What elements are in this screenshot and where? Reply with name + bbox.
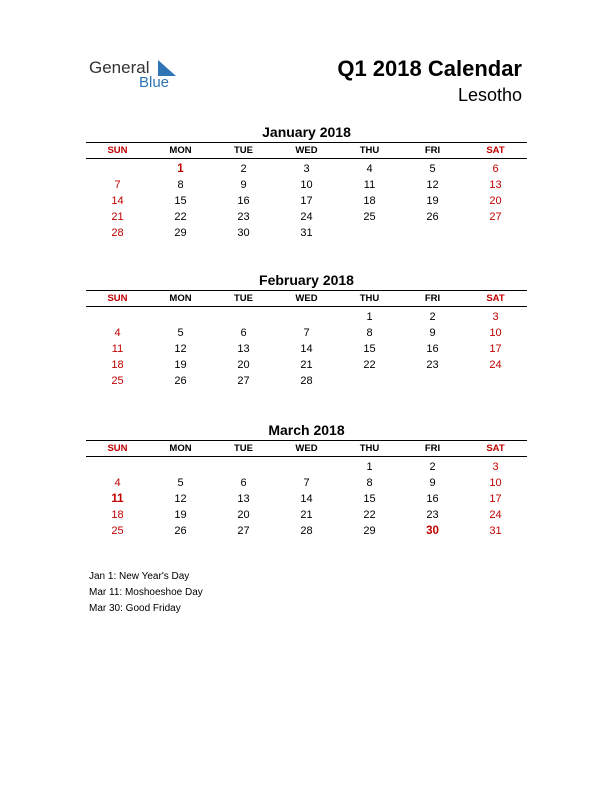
empty-day-cell xyxy=(149,309,212,325)
empty-day-cell xyxy=(338,373,401,389)
weekday-header: WED xyxy=(295,293,318,304)
empty-day-cell xyxy=(86,309,149,325)
week-row xyxy=(86,523,527,539)
week-row xyxy=(86,193,527,209)
day-cell: 8 xyxy=(177,179,184,191)
day-cell: 28 xyxy=(300,375,313,387)
day-cell: 23 xyxy=(426,359,439,371)
day-cell: 2 xyxy=(429,461,436,473)
day-cell: 13 xyxy=(237,493,250,505)
day-cell: 15 xyxy=(363,493,376,505)
day-cell: 30 xyxy=(426,525,439,537)
empty-day-cell xyxy=(401,225,464,241)
day-cell: 15 xyxy=(363,343,376,355)
week-row xyxy=(86,225,527,241)
day-cell: 19 xyxy=(174,509,187,521)
day-cell: 21 xyxy=(300,509,313,521)
day-cell: 27 xyxy=(489,211,502,223)
weekday-header: THU xyxy=(359,145,380,156)
day-cell: 10 xyxy=(489,477,502,489)
day-cell: 9 xyxy=(429,327,436,339)
day-cell: 11 xyxy=(111,493,124,505)
weekday-header-row xyxy=(86,143,527,159)
page-title: Q1 2018 Calendar xyxy=(337,56,522,81)
weekday-header: FRI xyxy=(424,443,441,454)
day-cell: 8 xyxy=(366,477,373,489)
day-cell: 5 xyxy=(429,163,436,175)
holiday-note: Mar 30: Good Friday xyxy=(89,603,181,614)
month-calendar xyxy=(86,270,527,389)
day-cell: 18 xyxy=(363,195,376,207)
day-cell: 16 xyxy=(426,493,439,505)
weekday-header: WED xyxy=(295,443,318,454)
day-cell: 31 xyxy=(489,525,502,537)
day-cell: 7 xyxy=(303,477,310,489)
week-row xyxy=(86,475,527,491)
day-cell: 14 xyxy=(300,343,313,355)
day-cell: 22 xyxy=(174,211,187,223)
day-cell: 6 xyxy=(240,477,247,489)
holiday-note: Mar 11: Moshoeshoe Day xyxy=(89,587,203,598)
day-cell: 17 xyxy=(489,343,502,355)
weekday-header: THU xyxy=(359,293,380,304)
week-row xyxy=(86,161,527,177)
day-cell: 27 xyxy=(237,375,250,387)
week-row xyxy=(86,357,527,373)
day-cell: 26 xyxy=(426,211,439,223)
day-cell: 20 xyxy=(237,359,250,371)
weekday-header: WED xyxy=(295,145,318,156)
day-cell: 17 xyxy=(489,493,502,505)
day-cell: 3 xyxy=(303,163,310,175)
weekday-header: FRI xyxy=(424,293,441,304)
weekday-header: TUE xyxy=(234,443,253,454)
empty-day-cell xyxy=(401,373,464,389)
day-cell: 24 xyxy=(300,211,313,223)
weekday-header: SUN xyxy=(107,293,128,304)
day-cell: 23 xyxy=(237,211,250,223)
week-row xyxy=(86,325,527,341)
day-cell: 25 xyxy=(363,211,376,223)
day-cell: 7 xyxy=(114,179,121,191)
weekday-header: SAT xyxy=(486,443,505,454)
weekday-header: SAT xyxy=(486,145,505,156)
day-cell: 6 xyxy=(240,327,247,339)
day-cell: 24 xyxy=(489,359,502,371)
weekday-header: MON xyxy=(169,293,192,304)
weekday-header: TUE xyxy=(234,293,253,304)
day-cell: 15 xyxy=(174,195,187,207)
day-cell: 16 xyxy=(426,343,439,355)
day-cell: 12 xyxy=(174,493,187,505)
week-row xyxy=(86,459,527,475)
month-calendar xyxy=(86,122,527,241)
brand-general-text: General xyxy=(89,58,150,77)
day-cell: 9 xyxy=(429,477,436,489)
week-row xyxy=(86,507,527,523)
day-cell: 6 xyxy=(492,163,499,175)
brand-blue-text: Blue xyxy=(139,74,170,91)
day-cell: 27 xyxy=(237,525,250,537)
empty-day-cell xyxy=(212,459,275,475)
empty-day-cell xyxy=(149,459,212,475)
day-cell: 29 xyxy=(363,525,376,537)
day-cell: 7 xyxy=(303,327,310,339)
empty-day-cell xyxy=(212,309,275,325)
day-cell: 24 xyxy=(489,509,502,521)
holiday-note: Jan 1: New Year's Day xyxy=(89,571,190,582)
empty-day-cell xyxy=(275,459,338,475)
day-cell: 28 xyxy=(111,227,124,239)
day-cell: 3 xyxy=(492,311,499,323)
brand-logo xyxy=(89,58,199,94)
day-cell: 30 xyxy=(237,227,250,239)
weekday-header: SUN xyxy=(107,145,128,156)
month-calendar xyxy=(86,420,527,539)
day-cell: 21 xyxy=(111,211,124,223)
day-cell: 14 xyxy=(111,195,124,207)
week-row xyxy=(86,309,527,325)
weekday-header-row xyxy=(86,291,527,307)
empty-day-cell xyxy=(338,225,401,241)
day-cell: 29 xyxy=(174,227,187,239)
day-cell: 16 xyxy=(237,195,250,207)
day-cell: 25 xyxy=(111,525,124,537)
day-cell: 13 xyxy=(237,343,250,355)
day-cell: 13 xyxy=(489,179,502,191)
day-cell: 20 xyxy=(237,509,250,521)
day-cell: 12 xyxy=(426,179,439,191)
day-cell: 28 xyxy=(300,525,313,537)
week-row xyxy=(86,341,527,357)
empty-day-cell xyxy=(275,309,338,325)
day-cell: 4 xyxy=(114,327,121,339)
day-cell: 11 xyxy=(363,179,376,191)
day-cell: 19 xyxy=(426,195,439,207)
day-cell: 4 xyxy=(366,163,373,175)
day-cell: 19 xyxy=(174,359,187,371)
week-row xyxy=(86,209,527,225)
day-cell: 1 xyxy=(366,461,373,473)
month-grid xyxy=(86,142,527,241)
month-grid xyxy=(86,290,527,389)
empty-day-cell xyxy=(86,161,149,177)
month-grid xyxy=(86,440,527,539)
day-cell: 2 xyxy=(240,163,247,175)
day-cell: 17 xyxy=(300,195,313,207)
day-cell: 10 xyxy=(300,179,313,191)
empty-day-cell xyxy=(86,459,149,475)
day-cell: 1 xyxy=(366,311,373,323)
weekday-header: FRI xyxy=(424,145,441,156)
empty-day-cell xyxy=(464,225,527,241)
day-cell: 5 xyxy=(177,477,184,489)
day-cell: 14 xyxy=(300,493,313,505)
day-cell: 25 xyxy=(111,375,124,387)
day-cell: 31 xyxy=(300,227,313,239)
weekday-header: SUN xyxy=(107,443,128,454)
weekday-header: MON xyxy=(169,443,192,454)
day-cell: 1 xyxy=(177,163,184,175)
month-title: January 2018 xyxy=(262,124,351,140)
weekday-header-row xyxy=(86,441,527,457)
day-cell: 9 xyxy=(240,179,247,191)
day-cell: 12 xyxy=(174,343,187,355)
weekday-header: MON xyxy=(169,145,192,156)
day-cell: 2 xyxy=(429,311,436,323)
holiday-notes xyxy=(89,569,203,617)
day-cell: 26 xyxy=(174,525,187,537)
weekday-header: SAT xyxy=(486,293,505,304)
week-row xyxy=(86,373,527,389)
day-cell: 8 xyxy=(366,327,373,339)
day-cell: 23 xyxy=(426,509,439,521)
day-cell: 20 xyxy=(489,195,502,207)
empty-day-cell xyxy=(464,373,527,389)
weekday-header: THU xyxy=(359,443,380,454)
month-title: March 2018 xyxy=(268,422,345,438)
day-cell: 3 xyxy=(492,461,499,473)
day-cell: 18 xyxy=(111,509,124,521)
month-title: February 2018 xyxy=(259,272,354,288)
day-cell: 11 xyxy=(111,343,124,355)
day-cell: 22 xyxy=(363,359,376,371)
day-cell: 18 xyxy=(111,359,124,371)
day-cell: 21 xyxy=(300,359,313,371)
weekday-header: TUE xyxy=(234,145,253,156)
week-row xyxy=(86,177,527,193)
week-row xyxy=(86,491,527,507)
day-cell: 22 xyxy=(363,509,376,521)
day-cell: 5 xyxy=(177,327,184,339)
day-cell: 26 xyxy=(174,375,187,387)
country-name: Lesotho xyxy=(457,85,522,105)
day-cell: 4 xyxy=(114,477,121,489)
day-cell: 10 xyxy=(489,327,502,339)
